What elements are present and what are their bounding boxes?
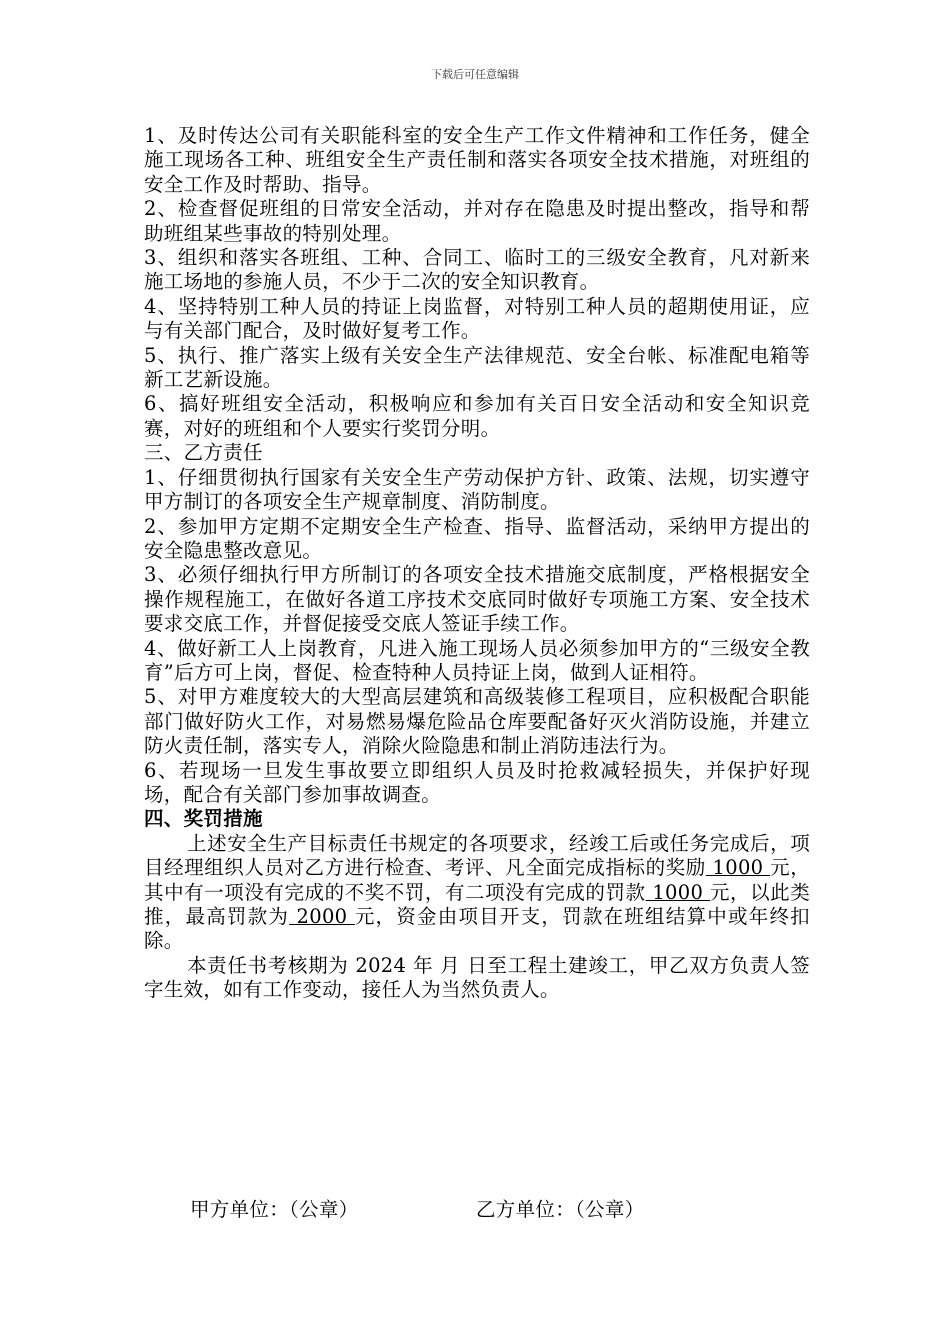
- rewards-paragraph: [144, 832, 810, 954]
- duty-item-4: 4、坚持特别工种人员的持证上岗监督，对特别工种人员的超期使用证，应与有关部门配合，及时做好复考工作。: [144, 294, 810, 343]
- duty-item-1: 1、及时传达公司有关职能科室的安全生产工作文件精神和工作任务，健全施工现场各工种、班组安全生产责任制和落实各项安全技术措施，对班组的安全工作及时帮助、指导。: [144, 124, 810, 196]
- rewards-text-d: 元，资金由项目开支，罚款在班组结算中或年终扣除。: [144, 905, 810, 953]
- party-b-item-3: 3、必须仔细执行甲方所制订的各项安全技术措施交底制度，严格根据安全操作规程施工，在做好各道工序技术交底同时做好专项施工方案、安全技术要求交底工作，并督促接受交底人签证手续工作。: [144, 563, 810, 636]
- rewards-text-b: 元，其中有一项没有完成的不奖不罚，有二项没有完成的罚款: [144, 856, 811, 904]
- party-b-item-1: 1、仔细贯彻执行国家有关安全生产劳动保护方针、政策、法规，切实遵守甲方制订的各项安全生产规章制度、消防制度。: [144, 465, 810, 514]
- duty-item-6: 6、搞好班组安全活动，积极响应和参加有关百日安全活动和安全知识竞赛，对好的班组和个人要实行奖罚分明。: [144, 392, 810, 440]
- section-heading-party-b: 三、乙方责任: [144, 441, 263, 465]
- page-header-note: 下载后可任意编辑: [431, 68, 519, 81]
- party-b-item-4: 4、做好新工人上岗教育，凡进入施工现场人员必须参加甲方的“三级安全教育”后方可上岗，督促、检查特种人员持证上岗，做到人证相符。: [144, 636, 810, 684]
- duty-item-2: 2、检查督促班组的日常安全活动，并对存在隐患及时提出整改，指导和帮助班组某些事故的特别处理。: [144, 197, 810, 245]
- penalty-amount: 1000: [645, 880, 710, 904]
- assessment-period-paragraph: 本责任书考核期为 2024 年 月 日至工程土建竣工，甲乙双方负责人签字生效，如有工作变动，接任人为当然负责人。: [144, 953, 810, 1002]
- party-b-item-2: 2、参加甲方定期不定期安全生产检查、指导、监督活动，采纳甲方提出的安全隐患整改意见。: [144, 514, 810, 562]
- party-a-signature: 甲方单位：（公章）: [190, 1198, 359, 1221]
- rewards-text-a: 上述安全生产目标责任书规定的各项要求，经竣工后或任务完成后，项目经理组织人员对乙方进行检查、考评、凡全面完成指标的奖励: [144, 831, 810, 880]
- party-b-signature: 乙方单位：（公章）: [476, 1198, 645, 1221]
- document-body: [144, 124, 810, 1003]
- duty-item-3: 3、组织和落实各班组、工种、合同工、临时工的三级安全教育，凡对新来施工场地的参施人员，不少于二次的安全知识教育。: [144, 246, 810, 294]
- rewards-text-c: 元，以此类推，最高罚款为: [144, 880, 810, 928]
- max-penalty-amount: 2000: [289, 905, 355, 928]
- duty-item-5: 5、执行、推广落实上级有关安全生产法律规范、安全台帐、标准配电箱等新工艺新设施。: [144, 343, 810, 392]
- reward-amount: 1000: [705, 856, 771, 880]
- party-b-item-6: 6、若现场一旦发生事故要立即组织人员及时抢救减轻损失，并保护好现场，配合有关部门参加事故调查。: [144, 758, 810, 806]
- party-b-item-5: 5、对甲方难度较大的大型高层建筑和高级装修工程项目，应积极配合职能部门做好防火工作，对易燃易爆危险品仓库要配备好灭火消防设施，并建立防火责任制，落实专人，消除火险隐患和制止消防违法行为。: [144, 685, 810, 758]
- section-heading-rewards: 四、奖罚措施: [144, 807, 263, 831]
